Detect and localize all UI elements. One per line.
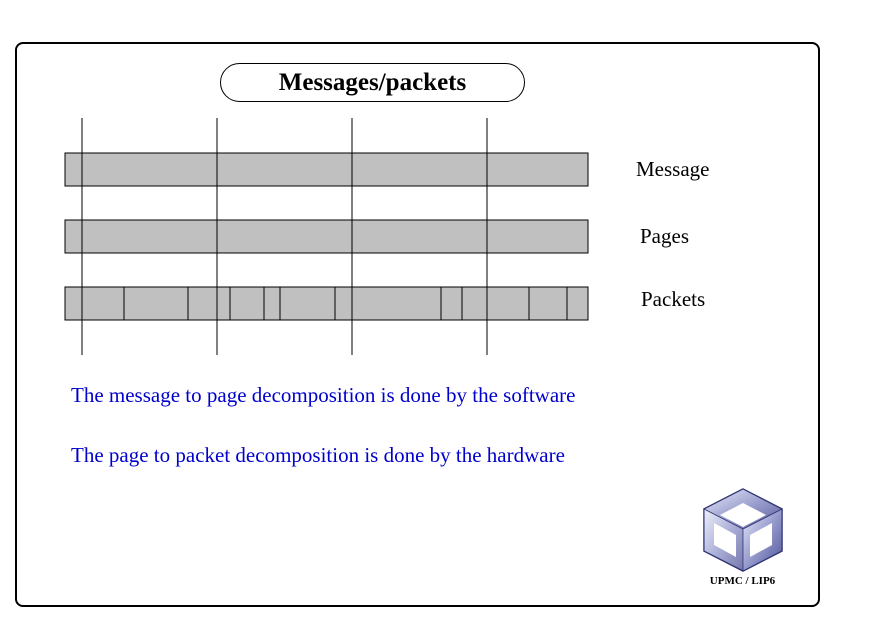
packets-bar xyxy=(65,287,588,320)
row-label-packets: Packets xyxy=(641,287,706,311)
logo-caption: UPMC / LIP6 xyxy=(709,575,776,587)
row-label-message: Message xyxy=(636,157,710,181)
slide-title: Messages/packets xyxy=(220,63,525,102)
caption-hardware: The page to packet decomposition is done by the hardware xyxy=(71,443,565,467)
upmc-lip6-logo-icon xyxy=(698,485,788,575)
pages-bar xyxy=(65,220,588,253)
caption-software: The message to page decomposition is done by the software xyxy=(71,383,576,407)
row-label-pages: Pages xyxy=(640,224,689,248)
message-bar xyxy=(65,153,588,186)
